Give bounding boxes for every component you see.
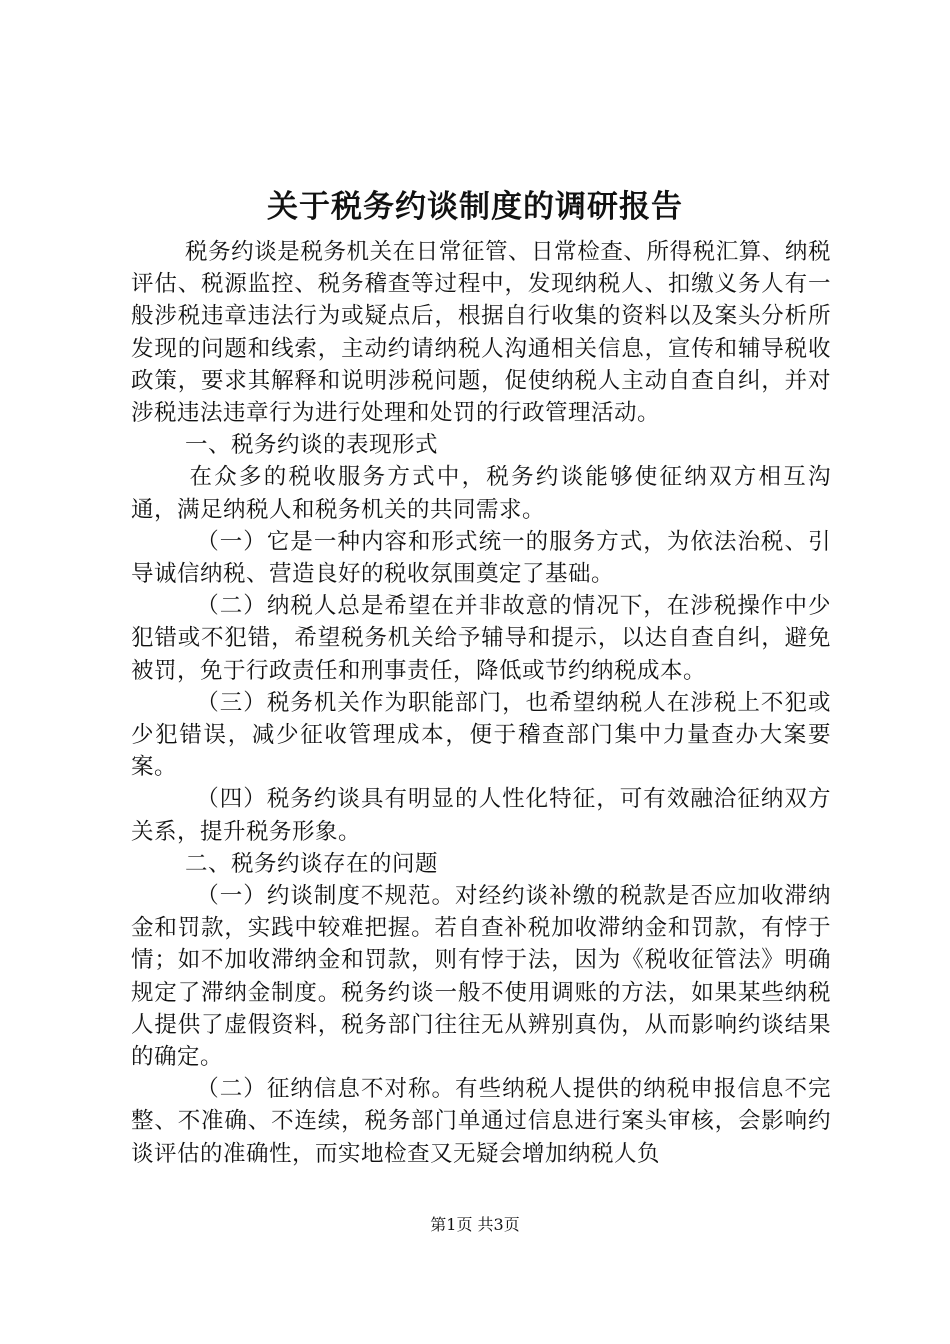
document-body — [131, 236, 831, 1170]
paragraph-problems-2: （二）征纳信息不对称。有些纳税人提供的纳税申报信息不完整、不准确、不连续，税务部门单通过信息进行案头审核，会影响约谈评估的准确性，而实地检查又无疑会增加纳税人负 — [131, 1076, 831, 1167]
document-title: 关于税务约谈制度的调研报告 — [267, 189, 683, 225]
paragraph-forms-1: （一）它是一种内容和形式统一的服务方式，为依法治税、引导诚信纳税、营造良好的税收氛围奠定了基础。 — [131, 528, 831, 588]
section-heading-2: 二、税务约谈存在的问题 — [185, 850, 439, 877]
paragraph-intro: 税务约谈是税务机关在日常征管、日常检查、所得税汇算、纳税评估、税源监控、税务稽查等过程中，发现纳税人、扣缴义务人有一般涉税违章违法行为或疑点后，根据自行收集的资料以及案头分析所发现的问题和线索，主动约请纳税人沟通相关信息，宣传和辅导税收政策，要求其解释和说明涉税问题，促使纳税人主动自查自纠，并对涉税违法违章行为进行处理和处罚的行政管理活动。 — [131, 239, 831, 427]
paragraph-forms-2: （二）纳税人总是希望在并非故意的情况下，在涉税操作中少犯错或不犯错，希望税务机关给予辅导和提示，以达自查自纠，避免被罚，免于行政责任和刑事责任，降低或节约纳税成本。 — [131, 593, 831, 684]
page-number-footer: 第1页 共3页 — [430, 1215, 520, 1234]
paragraph-forms-3: （三）税务机关作为职能部门，也希望纳税人在涉税上不犯或少犯错误，减少征收管理成本，便于稽查部门集中力量查办大案要案。 — [131, 689, 831, 781]
paragraph-forms-intro: 在众多的税收服务方式中，税务约谈能够使征纳双方相互沟通，满足纳税人和税务机关的共同需求。 — [131, 464, 831, 523]
paragraph-forms-4: （四）税务约谈具有明显的人性化特征，可有效融洽征纳双方关系，提升税务形象。 — [131, 786, 831, 845]
section-heading-1: 一、税务约谈的表现形式 — [185, 432, 439, 459]
paragraph-problems-1: （一）约谈制度不规范。对经约谈补缴的税款是否应加收滞纳金和罚款，实践中较难把握。若自查补税加收滞纳金和罚款，有悖于情；如不加收滞纳金和罚款，则有悖于法，因为《税收征管法》明确规定了滞纳金制度。税务约谈一般不使用调账的方法，如果某些纳税人提供了虚假资料，税务部门往往无从辨别真伪，从而影响约谈结果的确定。 — [131, 883, 831, 1071]
